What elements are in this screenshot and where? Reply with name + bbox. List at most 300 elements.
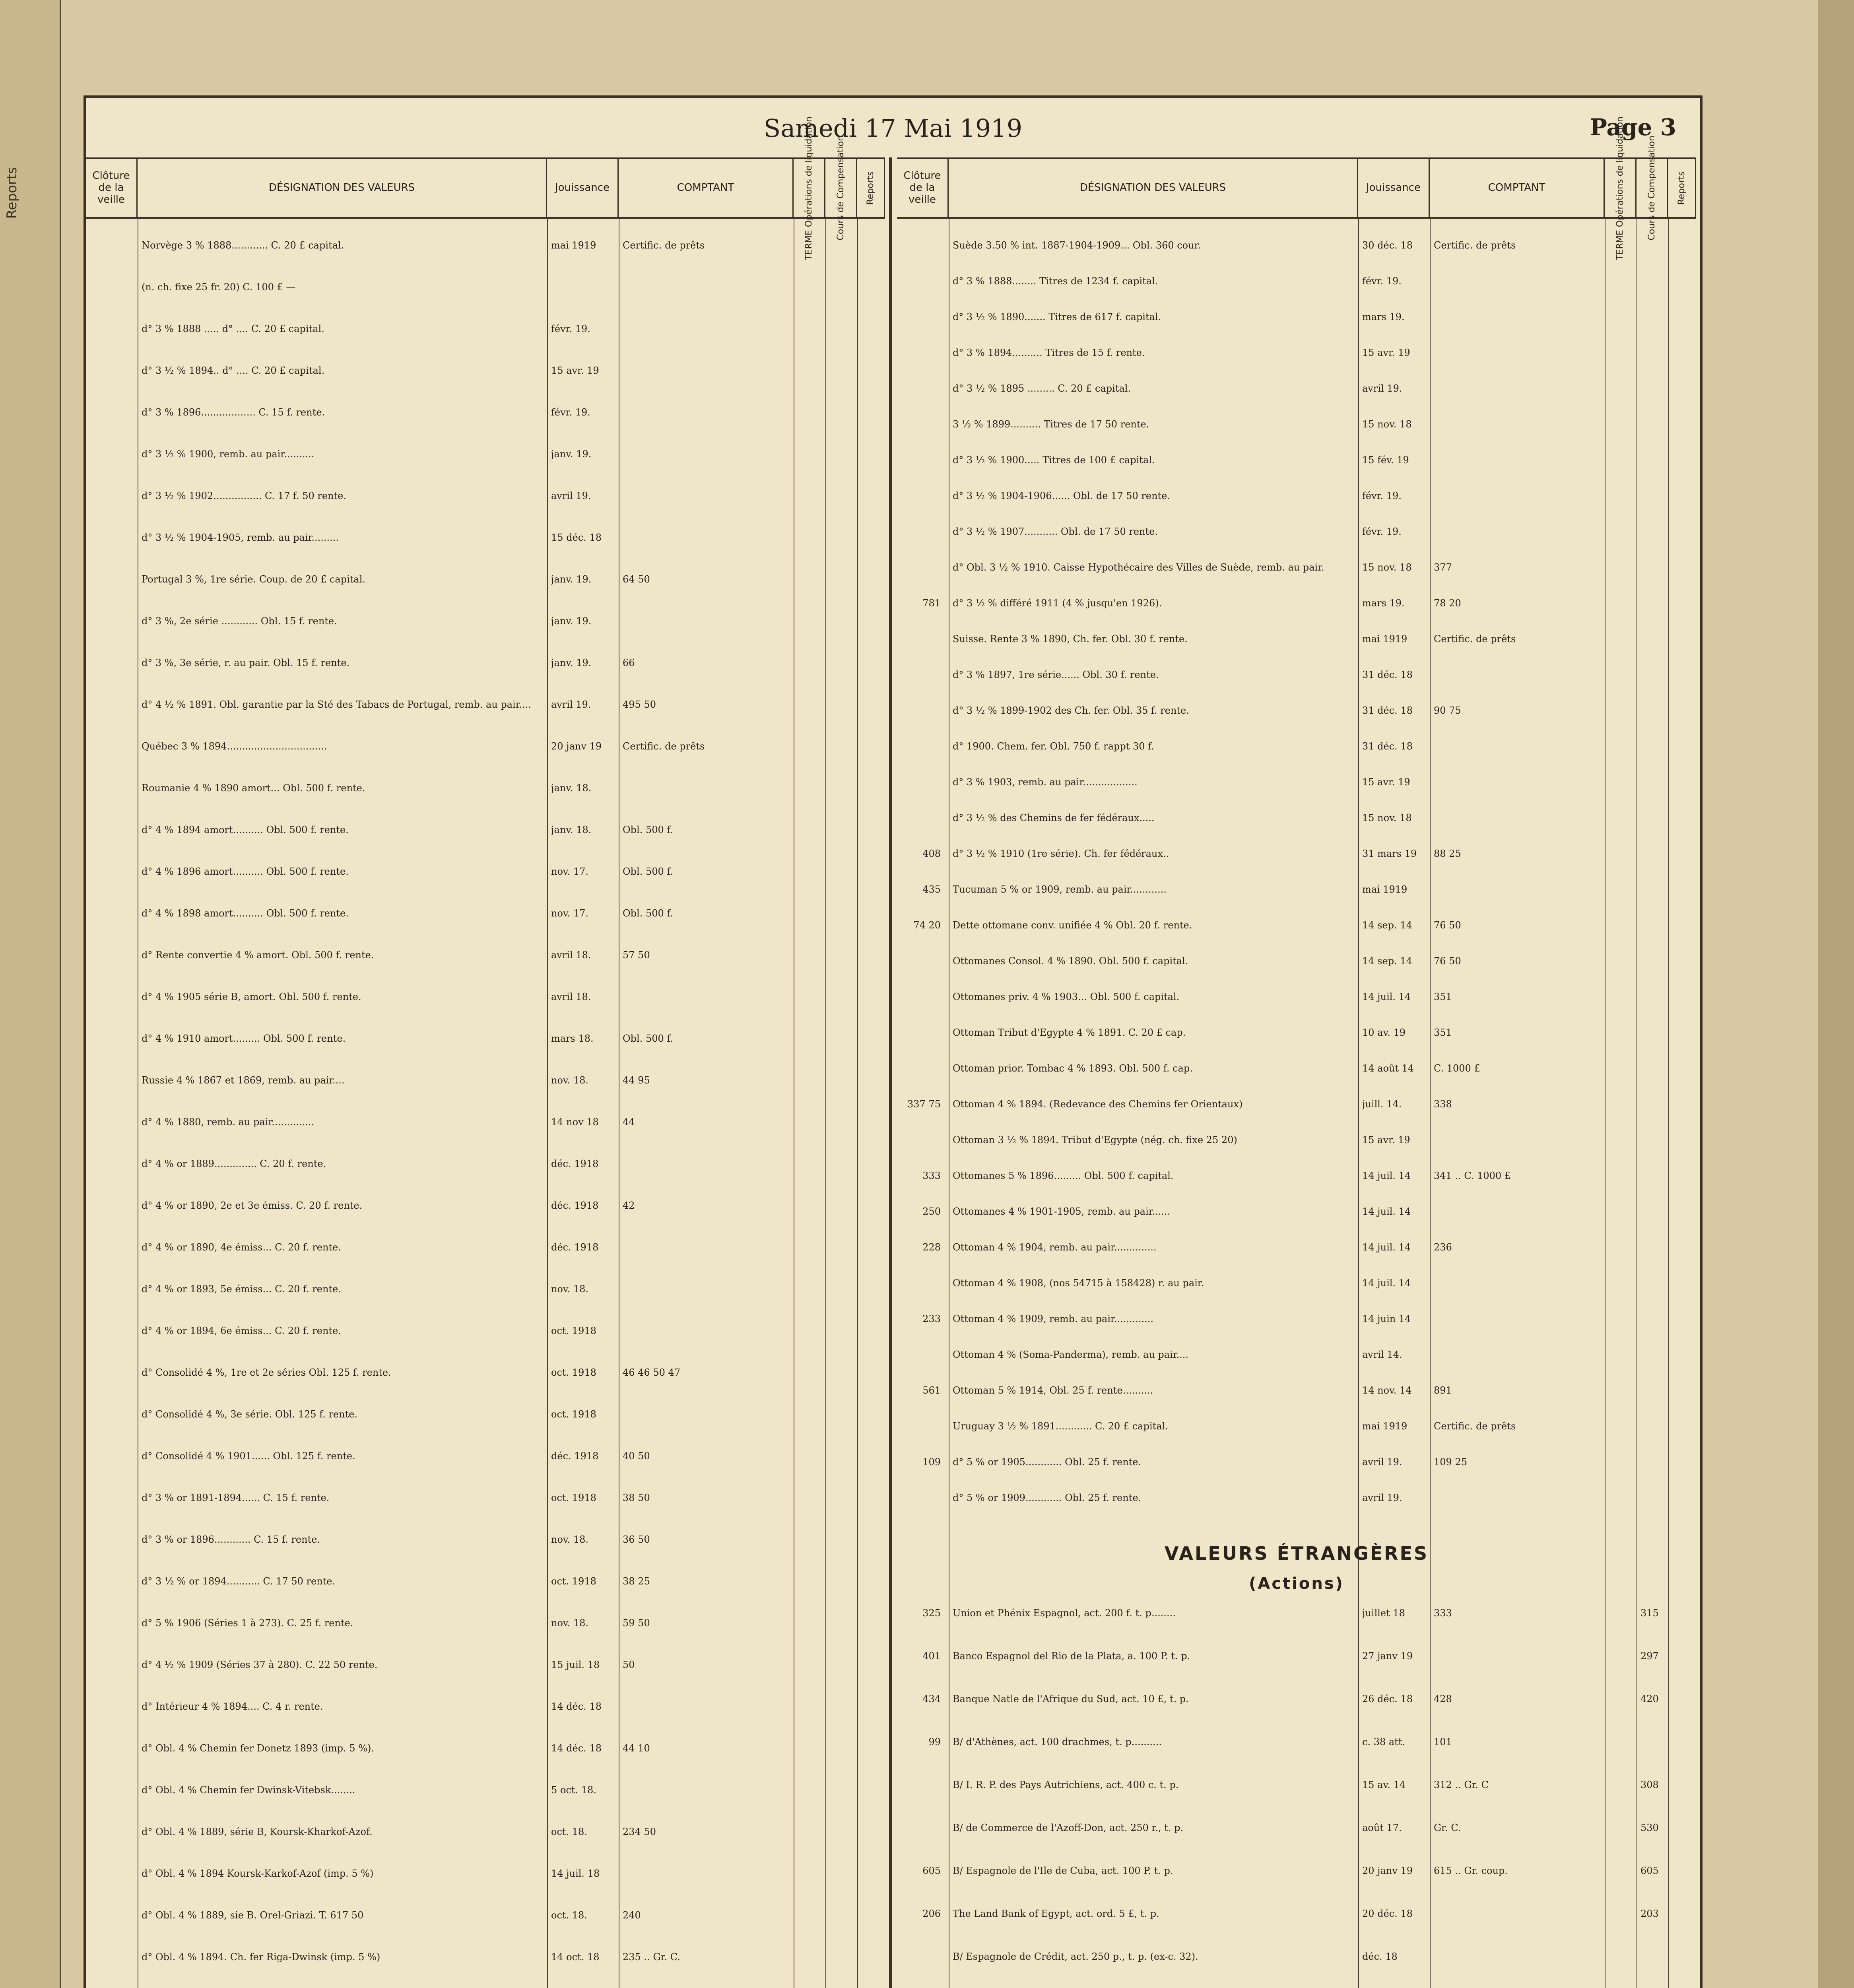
jouissance-date: févr. 19. — [1362, 490, 1402, 501]
security-name: d° Intérieur 4 % 1894.... C. 4 r. rente. — [142, 1701, 323, 1712]
cash-price: Certific. de prêts — [1434, 240, 1516, 251]
security-name: d° Obl. 4 % 1889, série B, Koursk-Kharkof-Azof. — [142, 1826, 373, 1837]
cash-price: 312 .. Gr. C — [1434, 1779, 1489, 1790]
table-row — [86, 781, 885, 795]
cash-price: 42 — [623, 1200, 635, 1211]
table-row — [86, 239, 885, 252]
cash-price: Certific. de prêts — [623, 741, 705, 752]
col-header-terme — [794, 116, 825, 260]
security-name: d° Consolidé 4 % 1901...... Obl. 125 f. rente. — [142, 1450, 355, 1462]
table-row — [86, 322, 885, 336]
security-name: Ottomanes 4 % 1901-1905, remb. au pair...... — [953, 1206, 1171, 1217]
jouissance-date: avril 19. — [1362, 1492, 1402, 1503]
jouissance-date: mars 19. — [1362, 311, 1405, 322]
jouissance-date: 31 déc. 18 — [1362, 741, 1413, 752]
security-name: Union et Phénix Espagnol, act. 200 f. t. p........ — [953, 1607, 1176, 1619]
jouissance-date: 26 déc. 18 — [1362, 1693, 1413, 1705]
jouissance-date: févr. 19. — [1362, 276, 1402, 287]
col-header-designation — [138, 159, 547, 219]
table-row — [897, 1455, 1696, 1469]
compensation-price: 605 — [1640, 1865, 1659, 1876]
center-divider — [889, 157, 892, 1988]
security-name: Ottoman 4 % 1904, remb. au pair.............. — [953, 1242, 1157, 1253]
jouissance-date: avril 18. — [551, 949, 591, 961]
cash-price: 109 25 — [1434, 1456, 1467, 1468]
page-edge — [1818, 0, 1854, 1988]
col-header-comptant — [1430, 159, 1605, 219]
security-name: d° 4 % or 1889.............. C. 20 f. rente. — [142, 1158, 326, 1169]
table-row — [897, 1735, 1696, 1749]
closing-price: 325 — [922, 1607, 941, 1619]
section-subtitle: (Actions) — [1249, 1574, 1344, 1593]
security-name: B/ Espagnole de Crédit, act. 250 p., t. p. (ex-c. 32). — [953, 1951, 1198, 1962]
jouissance-date: oct. 1918 — [551, 1576, 596, 1587]
jouissance-date: 15 avr. 19 — [1362, 777, 1410, 788]
table-row — [86, 1324, 885, 1338]
cash-price: 57 50 — [623, 949, 650, 961]
table-row — [897, 1312, 1696, 1326]
security-name: d° 3 ½ % 1900, remb. au pair.......... — [142, 448, 315, 460]
jouissance-date: avril 14. — [1362, 1349, 1402, 1360]
jouissance-date: juill. 14. — [1362, 1099, 1402, 1110]
security-name: d° Rente convertie 4 % amort. Obl. 500 f. rente. — [142, 949, 374, 961]
table-row — [897, 1205, 1696, 1218]
jouissance-date: oct. 1918 — [551, 1325, 596, 1336]
compensation-price: 203 — [1640, 1908, 1659, 1919]
cash-price: 78 20 — [1434, 598, 1461, 609]
security-name: d° 3 % or 1896............ C. 15 f. rente. — [142, 1534, 320, 1545]
table-row — [86, 614, 885, 628]
security-name: d° 4 % 1898 amort.......... Obl. 500 f. rente. — [142, 908, 349, 919]
table-row — [86, 364, 885, 377]
closing-price: 434 — [922, 1693, 941, 1705]
table-row — [897, 1606, 1696, 1620]
security-name: Ottoman 4 % 1908, (nos 54715 à 158428) r. au pair. — [953, 1277, 1204, 1289]
cash-price: 59 50 — [623, 1617, 650, 1629]
page-date: Samedi 17 Mai 1919 — [763, 114, 1023, 143]
cash-price: 615 .. Gr. coup. — [1434, 1865, 1508, 1876]
right-rows — [897, 239, 1696, 1988]
col-header-cloture — [86, 159, 138, 219]
table-row — [897, 740, 1696, 753]
table-row — [86, 573, 885, 586]
closing-price: 99 — [928, 1736, 941, 1747]
security-name: Ottomanes priv. 4 % 1903... Obl. 500 f. capital. — [953, 991, 1180, 1002]
cash-price: Obl. 500 f. — [623, 866, 674, 877]
security-name: Uruguay 3 ½ % 1891............ C. 20 £ capital. — [953, 1421, 1168, 1432]
security-name: The Land Bank of Egypt, act. ord. 5 £, t. p. — [953, 1908, 1159, 1919]
table-row — [897, 1419, 1696, 1433]
security-name: Ottoman 3 ½ % 1894. Tribut d'Egypte (nég. ch. fixe 25 20) — [953, 1134, 1237, 1145]
table-row — [86, 1115, 885, 1129]
col-header-reports-text: Reports — [1676, 171, 1687, 205]
cash-price: 44 95 — [623, 1075, 650, 1086]
table-row — [897, 1950, 1696, 1963]
table-row — [897, 1062, 1696, 1075]
security-name: d° 3 ½ % 1894.. d° .... C. 20 £ capital. — [142, 365, 325, 376]
jouissance-date: 15 fév. 19 — [1362, 454, 1409, 466]
table-row — [897, 1169, 1696, 1182]
security-name: d° Obl. 4 % Chemin fer Dwinsk-Vitebsk........ — [142, 1784, 355, 1796]
col-header-cours — [825, 136, 857, 241]
security-name: B/ Espagnole de l'Ile de Cuba, act. 100 P. t. p. — [953, 1865, 1173, 1876]
table-row — [86, 1074, 885, 1087]
security-name: 3 ½ % 1899.......... Titres de 17 50 rente. — [953, 419, 1149, 430]
col-header-designation — [949, 159, 1358, 219]
compensation-price: 297 — [1640, 1650, 1659, 1662]
jouissance-date: nov. 18. — [551, 1075, 589, 1086]
jouissance-date: 15 juil. 18 — [551, 1659, 600, 1670]
table-row — [86, 1700, 885, 1713]
col-header-designation-text: DÉSIGNATION DES VALEURS — [268, 182, 415, 194]
table-row — [897, 239, 1696, 252]
security-name: B/ I. R. P. des Pays Autrichiens, act. 400 c. t. p. — [953, 1779, 1179, 1790]
security-name: d° 1900. Chem. fer. Obl. 750 f. rappt 30 f. — [953, 741, 1154, 752]
security-name: d° 4 % 1896 amort.......... Obl. 500 f. rente. — [142, 866, 349, 877]
col-header-jouissance — [547, 159, 619, 219]
jouissance-date: nov. 18. — [551, 1617, 589, 1629]
cash-price: 44 — [623, 1116, 635, 1128]
jouissance-date: déc. 1918 — [551, 1242, 599, 1253]
closing-price: 605 — [922, 1865, 941, 1876]
security-name: d° 4 ½ % 1891. Obl. garantie par la Sté des Tabacs de Portugal, remb. au pair.... — [142, 699, 532, 710]
jouissance-date: oct. 18. — [551, 1910, 587, 1921]
jouissance-date: nov. 18. — [551, 1534, 589, 1545]
jouissance-date: 15 nov. 18 — [1362, 812, 1412, 823]
table-row — [86, 740, 885, 753]
table-row — [897, 990, 1696, 1004]
table-row — [897, 1097, 1696, 1111]
table-row — [897, 310, 1696, 324]
security-name: d° 3 ½ % 1904-1905, remb. au pair......... — [142, 532, 339, 543]
table-row — [86, 1241, 885, 1254]
security-name: d° 3 ½ % 1895 ......... C. 20 £ capital. — [953, 383, 1131, 394]
table-row — [897, 453, 1696, 467]
jouissance-date: 15 avr. 19 — [1362, 347, 1410, 358]
jouissance-date: févr. 19. — [551, 323, 590, 334]
security-name: d° Obl. 4 % 1889, sie B. Orel-Griazi. T. 617 50 — [142, 1910, 364, 1921]
binding-margin — [0, 0, 61, 1988]
jouissance-date: 14 juil. 14 — [1362, 1206, 1411, 1217]
jouissance-date: 14 juil. 18 — [551, 1868, 600, 1879]
cash-price: Certific. de prêts — [623, 240, 705, 251]
table-row — [86, 1658, 885, 1672]
cash-price: 101 — [1434, 1736, 1452, 1747]
newspaper-page — [83, 95, 1703, 1988]
compensation-price: 315 — [1640, 1607, 1659, 1619]
cash-price: 234 50 — [623, 1826, 656, 1837]
security-name: Québec 3 % 1894................................. — [142, 741, 327, 752]
cash-price: 76 50 — [1434, 920, 1461, 931]
closing-price: 109 — [922, 1456, 941, 1468]
cash-price: 428 — [1434, 1693, 1452, 1705]
cash-price: 64 50 — [623, 574, 650, 585]
cash-price: 38 25 — [623, 1576, 650, 1587]
jouissance-date: oct. 1918 — [551, 1492, 596, 1503]
jouissance-date: 31 déc. 18 — [1362, 669, 1413, 680]
security-name: d° 5 % or 1909............ Obl. 25 f. rente. — [953, 1492, 1142, 1503]
security-name: B/ de Commerce de l'Azoff-Don, act. 250 r., t. p. — [953, 1822, 1184, 1833]
cash-price: 40 50 — [623, 1450, 650, 1462]
closing-price: 401 — [922, 1650, 941, 1662]
jouissance-date: mai 1919 — [1362, 884, 1407, 895]
table-row — [86, 1282, 885, 1296]
jouissance-date: 14 déc. 18 — [551, 1743, 602, 1754]
security-name: d° 3 % 1894.......... Titres de 15 f. rente. — [953, 347, 1145, 358]
table-row — [897, 668, 1696, 681]
closing-price: 408 — [922, 848, 941, 859]
col-header-cours — [1637, 136, 1668, 241]
security-name: d° 3 %, 3e série, r. au pair. Obl. 15 f. rente. — [142, 657, 350, 668]
table-row — [897, 883, 1696, 896]
col-header-terme-text: TERME Opérations de liquidation — [804, 116, 814, 260]
col-header-cours-text: Cours de Compensation — [835, 136, 846, 241]
table-row — [897, 1649, 1696, 1663]
jouissance-date: déc. 1918 — [551, 1158, 599, 1169]
table-row — [86, 531, 885, 544]
security-name: d° 3 ½ % 1904-1906...... Obl. de 17 50 rente. — [953, 490, 1170, 501]
table-row — [897, 596, 1696, 610]
jouissance-date: mai 1919 — [1362, 633, 1407, 645]
cash-price: 240 — [623, 1910, 641, 1921]
jouissance-date: 15 nov. 18 — [1362, 419, 1412, 430]
jouissance-date: janv. 18. — [551, 782, 592, 794]
security-name: Roumanie 4 % 1890 amort... Obl. 500 f. rente. — [142, 782, 365, 794]
jouissance-date: juillet 18 — [1362, 1607, 1405, 1619]
cash-price: 66 — [623, 657, 635, 668]
table-row — [897, 274, 1696, 288]
table-row — [897, 1026, 1696, 1039]
cash-price: 351 — [1434, 991, 1452, 1002]
cash-price: 341 .. C. 1000 £ — [1434, 1170, 1511, 1181]
col-header-cloture-text: Clôture de la veille — [92, 170, 130, 206]
jouissance-date: nov. 17. — [551, 866, 589, 877]
table-row — [86, 656, 885, 670]
col-header-designation-text: DÉSIGNATION DES VALEURS — [1079, 182, 1226, 194]
security-name: d° 3 % 1903, remb. au pair.................. — [953, 777, 1138, 788]
jouissance-date: 5 oct. 18. — [551, 1784, 596, 1796]
cash-price: 88 25 — [1434, 848, 1461, 859]
cash-price: Obl. 500 f. — [623, 908, 674, 919]
jouissance-date: 14 nov. 14 — [1362, 1385, 1412, 1396]
jouissance-date: janv. 19. — [551, 657, 592, 668]
table-row — [86, 1157, 885, 1171]
jouissance-date: avril 19. — [1362, 1456, 1402, 1468]
jouissance-date: oct. 1918 — [551, 1409, 596, 1420]
security-name: d° 4 % or 1893, 5e émiss... C. 20 f. rente. — [142, 1283, 341, 1295]
jouissance-date: 14 juil. 14 — [1362, 1242, 1411, 1253]
cash-price: 333 — [1434, 1607, 1452, 1619]
security-name: d° 3 % 1896.................. C. 15 f. rente. — [142, 407, 325, 418]
col-header-cloture — [897, 159, 949, 219]
jouissance-date: 30 déc. 18 — [1362, 240, 1413, 251]
security-name: d° Consolidé 4 %, 3e série. Obl. 125 f. rente. — [142, 1409, 358, 1420]
jouissance-date: août 17. — [1362, 1822, 1402, 1833]
closing-price: 206 — [922, 1908, 941, 1919]
cash-price: 235 .. Gr. C. — [623, 1951, 680, 1963]
cash-price: 351 — [1434, 1027, 1452, 1038]
closing-price: 337 75 — [907, 1099, 941, 1110]
jouissance-date: 10 av. 19 — [1362, 1027, 1406, 1038]
jouissance-date: 14 nov 18 — [551, 1116, 599, 1128]
jouissance-date: janv. 18. — [551, 824, 592, 835]
jouissance-date: 20 janv 19 — [1362, 1865, 1413, 1876]
closing-price: 250 — [922, 1206, 941, 1217]
security-name: d° 3 ½ % or 1894........... C. 17 50 rente. — [142, 1576, 336, 1587]
cash-price: 236 — [1434, 1242, 1452, 1253]
security-name: d° 5 % 1906 (Séries 1 à 273). C. 25 f. rente. — [142, 1617, 353, 1629]
security-name: Ottomanes Consol. 4 % 1890. Obl. 500 f. capital. — [953, 955, 1188, 967]
table-row — [86, 1950, 885, 1964]
table-row — [86, 1199, 885, 1212]
security-name: d° 3 % 1897, 1re série...... Obl. 30 f. rente. — [953, 669, 1159, 680]
col-header-jouissance-text: Jouissance — [1366, 182, 1421, 194]
jouissance-date: avril 19. — [551, 490, 591, 501]
col-header-cloture-text: Clôture de la veille — [903, 170, 941, 206]
col-header-cours-text: Cours de Compensation — [1646, 136, 1657, 241]
cash-price: Gr. C. — [1434, 1822, 1461, 1833]
cash-price: Obl. 500 f. — [623, 1033, 674, 1044]
security-name: d° 3 ½ % différé 1911 (4 % jusqu'en 1926). — [953, 598, 1162, 609]
jouissance-date: mars 18. — [551, 1033, 594, 1044]
closing-price: 781 — [922, 598, 941, 609]
table-row — [897, 704, 1696, 717]
security-name: d° Obl. 4 % 1894 Koursk-Karkof-Azof (imp. 5 %) — [142, 1868, 374, 1879]
table-row — [897, 1491, 1696, 1505]
table-row — [86, 990, 885, 1004]
table-row — [897, 417, 1696, 431]
security-name: Tucuman 5 % or 1909, remb. au pair............ — [953, 884, 1167, 895]
security-name: Ottoman 4 % 1909, remb. au pair............. — [953, 1313, 1154, 1324]
col-header-reports — [857, 159, 885, 219]
security-name: d° 3 ½ % 1890....... Titres de 617 f. capital. — [953, 311, 1161, 322]
jouissance-date: 14 août 14 — [1362, 1063, 1414, 1074]
closing-price: 228 — [922, 1242, 941, 1253]
left-rows — [86, 239, 885, 1988]
security-name: (n. ch. fixe 25 fr. 20) C. 100 £ — — [142, 282, 296, 293]
table-row — [86, 1366, 885, 1379]
closing-price: 233 — [922, 1313, 941, 1324]
cash-price: 76 50 — [1434, 955, 1461, 967]
table-row — [86, 1574, 885, 1588]
table-row — [897, 1692, 1696, 1706]
table-row — [86, 1908, 885, 1922]
jouissance-date: févr. 19. — [1362, 526, 1402, 537]
jouissance-date: avril 18. — [551, 991, 591, 1002]
jouissance-date: c. 38 att. — [1362, 1736, 1406, 1747]
security-name: d° 4 % or 1890, 4e émiss... C. 20 f. rente. — [142, 1242, 341, 1253]
jouissance-date: 14 juil. 14 — [1362, 1277, 1411, 1289]
jouissance-date: déc. 1918 — [551, 1450, 599, 1462]
col-header-jouissance-text: Jouissance — [555, 182, 610, 194]
security-name: d° 3 ½ % 1907........... Obl. de 17 50 rente. — [953, 526, 1158, 537]
cash-price: 46 46 50 47 — [623, 1367, 681, 1378]
jouissance-date: 15 avr. 19 — [551, 365, 599, 376]
closing-price: 435 — [922, 884, 941, 895]
table-row — [897, 847, 1696, 860]
table-row — [897, 1241, 1696, 1254]
cash-price: 377 — [1434, 562, 1452, 573]
closing-price: 74 20 — [913, 920, 941, 931]
table-row — [86, 1032, 885, 1045]
security-name: d° 3 ½ % 1899-1902 des Ch. fer. Obl. 35 f. rente. — [953, 705, 1189, 716]
security-name: Russie 4 % 1867 et 1869, remb. au pair.... — [142, 1075, 345, 1086]
security-name: Norvège 3 % 1888............ C. 20 £ capital. — [142, 240, 344, 251]
security-name: d° Consolidé 4 %, 1re et 2e séries Obl. 125 f. rente. — [142, 1367, 391, 1378]
jouissance-date: 14 oct. 18 — [551, 1951, 600, 1963]
table-row — [86, 1825, 885, 1839]
table-row — [86, 948, 885, 962]
security-name: d° 3 ½ % 1902................ C. 17 f. 50 rente. — [142, 490, 346, 501]
cash-price: 891 — [1434, 1385, 1452, 1396]
table-row — [86, 1408, 885, 1421]
table-row — [897, 954, 1696, 968]
jouissance-date: févr. 19. — [551, 407, 590, 418]
table-row — [897, 1821, 1696, 1835]
cash-price: 90 75 — [1434, 705, 1461, 716]
security-name: d° 3 % or 1891-1894...... C. 15 f. rente. — [142, 1492, 330, 1503]
table-row — [86, 1867, 885, 1880]
jouissance-date: 15 déc. 18 — [551, 532, 602, 543]
table-row — [897, 775, 1696, 789]
jouissance-date: 14 déc. 18 — [551, 1701, 602, 1712]
table-row — [86, 865, 885, 878]
table-row — [897, 561, 1696, 574]
jouissance-date: 20 déc. 18 — [1362, 1908, 1413, 1919]
security-name: Suisse. Rente 3 % 1890, Ch. fer. Obl. 30 f. rente. — [953, 633, 1188, 645]
jouissance-date: déc. 1918 — [551, 1200, 599, 1211]
cash-price: 36 50 — [623, 1534, 650, 1545]
left-quotes-table — [86, 116, 885, 1988]
table-row — [897, 1778, 1696, 1792]
cash-price: Certific. de prêts — [1434, 1421, 1516, 1432]
security-name: d° 4 % 1880, remb. au pair.............. — [142, 1116, 315, 1128]
jouissance-date: 15 avr. 19 — [1362, 1134, 1410, 1145]
page-header — [86, 98, 1700, 157]
jouissance-date: janv. 19. — [551, 448, 592, 460]
jouissance-date: nov. 18. — [551, 1283, 589, 1295]
security-name: d° Obl. 3 ½ % 1910. Caisse Hypothécaire des Villes de Suède, remb. au pair. — [953, 562, 1324, 573]
cash-price: 495 50 — [623, 699, 656, 710]
security-name: d° 4 ½ % 1909 (Séries 37 à 280). C. 22 50 rente. — [142, 1659, 378, 1670]
cash-price: C. 1000 £ — [1434, 1063, 1480, 1074]
security-name: Suède 3.50 % int. 1887-1904-1909... Obl. 360 cour. — [953, 240, 1201, 251]
table-row — [86, 698, 885, 711]
section-title: VALEURS ÉTRANGÈRES — [1164, 1543, 1429, 1564]
security-name: Ottoman prior. Tombac 4 % 1893. Obl. 500 f. cap. — [953, 1063, 1193, 1074]
compensation-price: 308 — [1640, 1779, 1659, 1790]
jouissance-date: janv. 19. — [551, 615, 592, 627]
security-name: Banque Natle de l'Afrique du Sud, act. 10 £, t. p. — [953, 1693, 1189, 1705]
security-name: d° 4 % or 1890, 2e et 3e émiss. C. 20 f. rente. — [142, 1200, 363, 1211]
jouissance-date: 31 mars 19 — [1362, 848, 1417, 859]
page-number: Page 3 — [1590, 114, 1676, 141]
security-name: d° 3 ½ % des Chemins de fer fédéraux..... — [953, 812, 1155, 823]
security-name: d° 3 % 1888 ..... d° .... C. 20 £ capital. — [142, 323, 324, 334]
jouissance-date: 14 sep. 14 — [1362, 920, 1412, 931]
security-name: d° 3 % 1888........ Titres de 1234 f. capital. — [953, 276, 1158, 287]
col-header-terme — [1605, 116, 1637, 260]
table-row — [86, 1449, 885, 1463]
jouissance-date: oct. 1918 — [551, 1367, 596, 1378]
col-header-terme-text: TERME Opérations de liquidation — [1615, 116, 1625, 260]
security-name: d° 4 % or 1894, 6e émiss... C. 20 f. rente. — [142, 1325, 341, 1336]
jouissance-date: avril 19. — [551, 699, 591, 710]
actions-section — [897, 1527, 1696, 1606]
security-name: Ottoman 4 % 1894. (Redevance des Chemins fer Orientaux) — [953, 1099, 1243, 1110]
jouissance-date: 15 nov. 18 — [1362, 562, 1412, 573]
security-name: Portugal 3 %, 1re série. Coup. de 20 £ capital. — [142, 574, 366, 585]
